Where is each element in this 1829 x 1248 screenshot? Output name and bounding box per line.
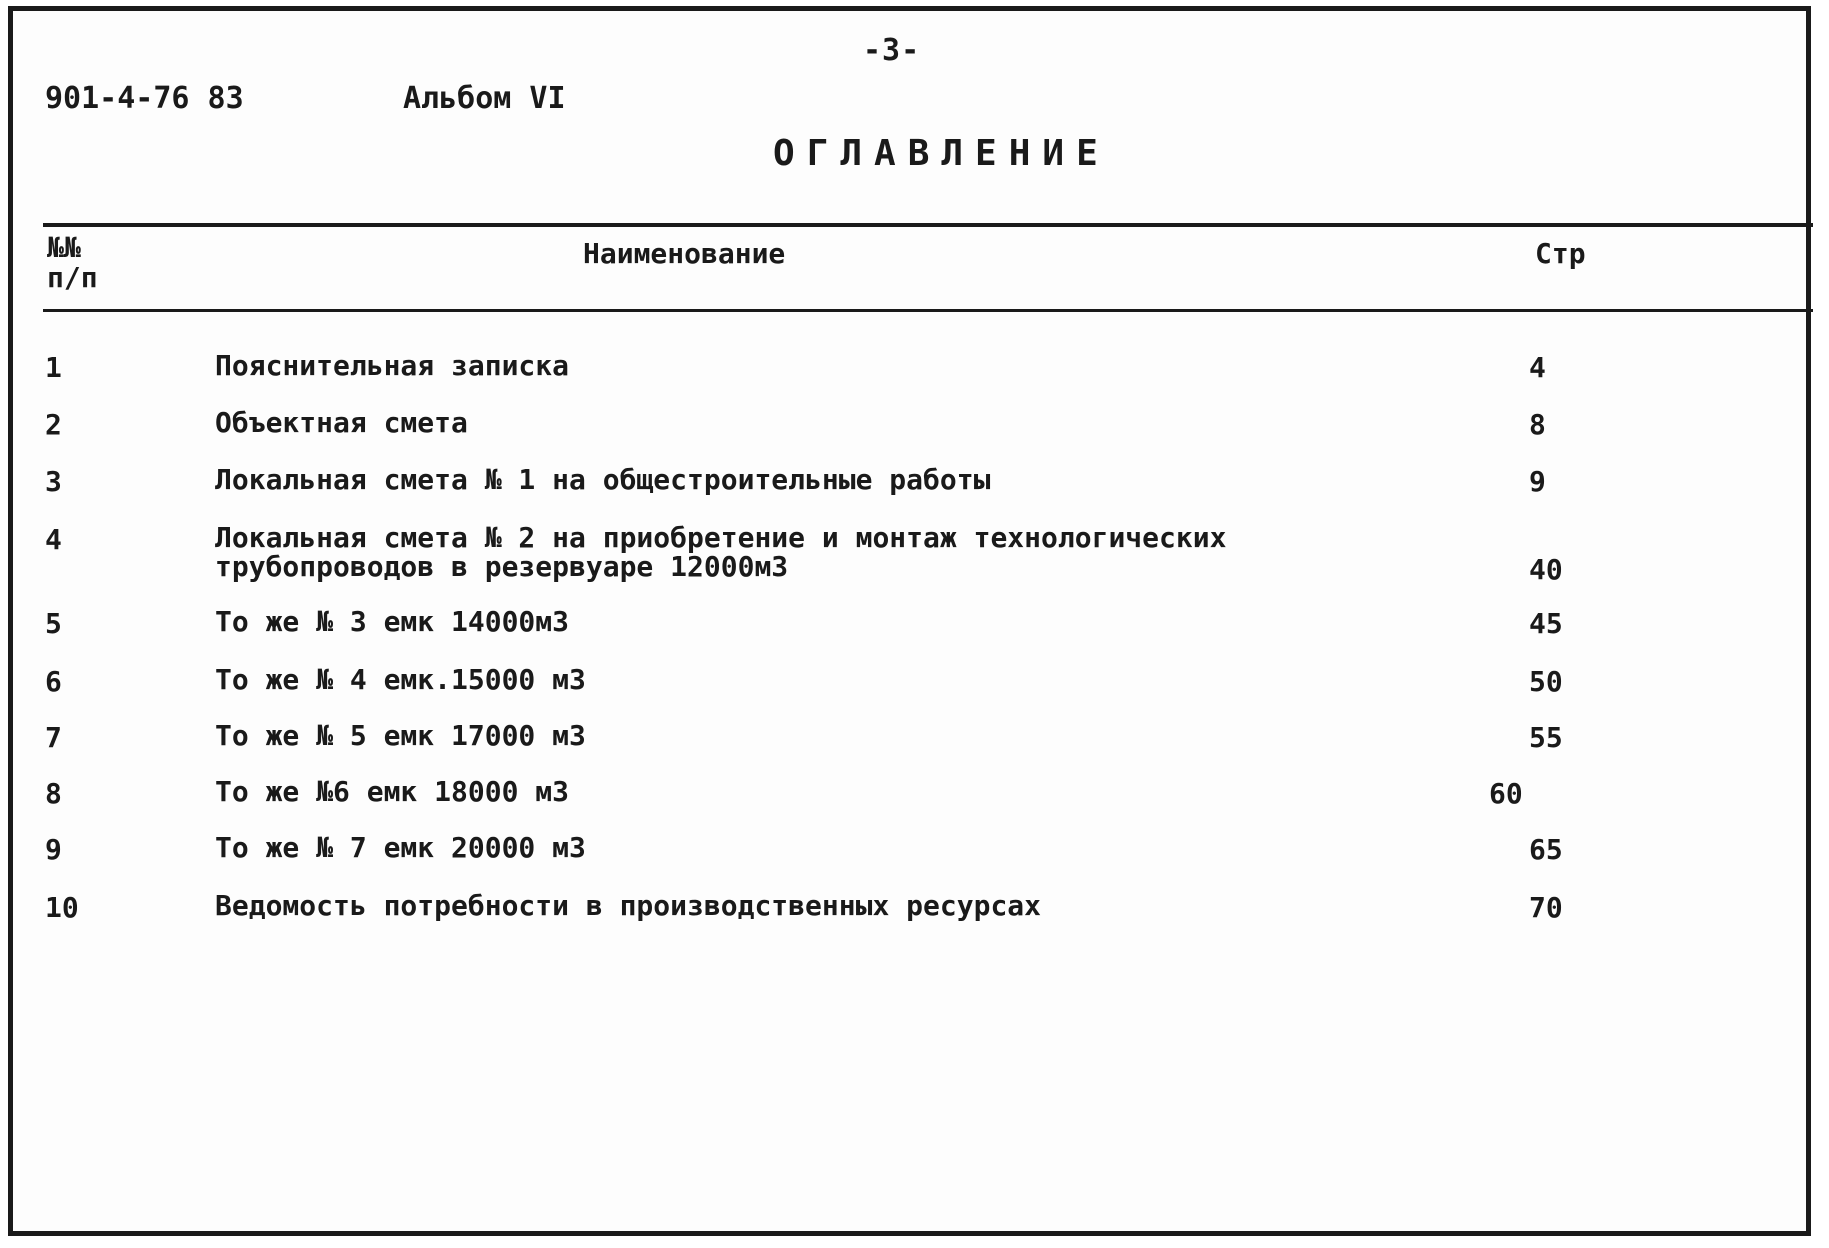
toc-row-number: 7 xyxy=(45,721,62,754)
toc-row-number: 5 xyxy=(45,607,62,640)
toc-row-page: 55 xyxy=(1529,721,1563,754)
table-top-rule xyxy=(43,223,1813,227)
toc-row-page: 60 xyxy=(1489,777,1523,810)
toc-row-number: 1 xyxy=(45,351,62,384)
document-title: ОГЛАВЛЕНИЕ xyxy=(773,133,1110,174)
page-number: -3- xyxy=(863,33,921,68)
toc-row-page: 45 xyxy=(1529,607,1563,640)
toc-row-number: 4 xyxy=(45,523,62,556)
toc-row-name: То же № 4 емк.15000 м3 xyxy=(215,663,586,696)
table-header-rule xyxy=(43,309,1813,312)
toc-row-name: Локальная смета № 2 на приобретение и монтаж технологических трубопроводов в резервуаре 12000м3 xyxy=(215,521,1227,583)
toc-row-number: 2 xyxy=(45,408,62,441)
toc-row-name: Ведомость потребности в производственных ресурсах xyxy=(215,889,1042,922)
toc-row-page: 4 xyxy=(1529,351,1546,384)
toc-row-number: 3 xyxy=(45,465,62,498)
toc-row-number: 9 xyxy=(45,833,62,866)
toc-row-page: 9 xyxy=(1529,465,1546,498)
toc-row-name: Пояснительная записка xyxy=(215,349,570,382)
document-sheet xyxy=(8,6,1811,1236)
toc-row-page: 50 xyxy=(1529,665,1563,698)
column-header-page: Стр xyxy=(1535,237,1586,270)
toc-row-page: 65 xyxy=(1529,833,1563,866)
toc-row-page: 70 xyxy=(1529,891,1563,924)
toc-row-name: То же № 3 емк 14000м3 xyxy=(215,605,570,638)
toc-row-number: 8 xyxy=(45,777,62,810)
toc-row-page: 8 xyxy=(1529,408,1546,441)
toc-row-number: 6 xyxy=(45,665,62,698)
toc-row-name: То же № 7 емк 20000 м3 xyxy=(215,831,586,864)
toc-row-name: То же № 5 емк 17000 м3 xyxy=(215,719,586,752)
toc-row-name: Объектная смета xyxy=(215,406,468,439)
toc-row-number: 10 xyxy=(45,891,79,924)
toc-row-page: 40 xyxy=(1529,553,1563,586)
document-code: 901-4-76 83 xyxy=(45,81,244,116)
column-header-name: Наименование xyxy=(583,237,786,270)
album-label: Альбом VI xyxy=(403,81,566,116)
column-header-number: №№ п/п xyxy=(47,231,98,294)
toc-row-name: То же №6 емк 18000 м3 xyxy=(215,775,570,808)
toc-row-name: Локальная смета № 1 на общестроительные работы xyxy=(215,463,991,496)
